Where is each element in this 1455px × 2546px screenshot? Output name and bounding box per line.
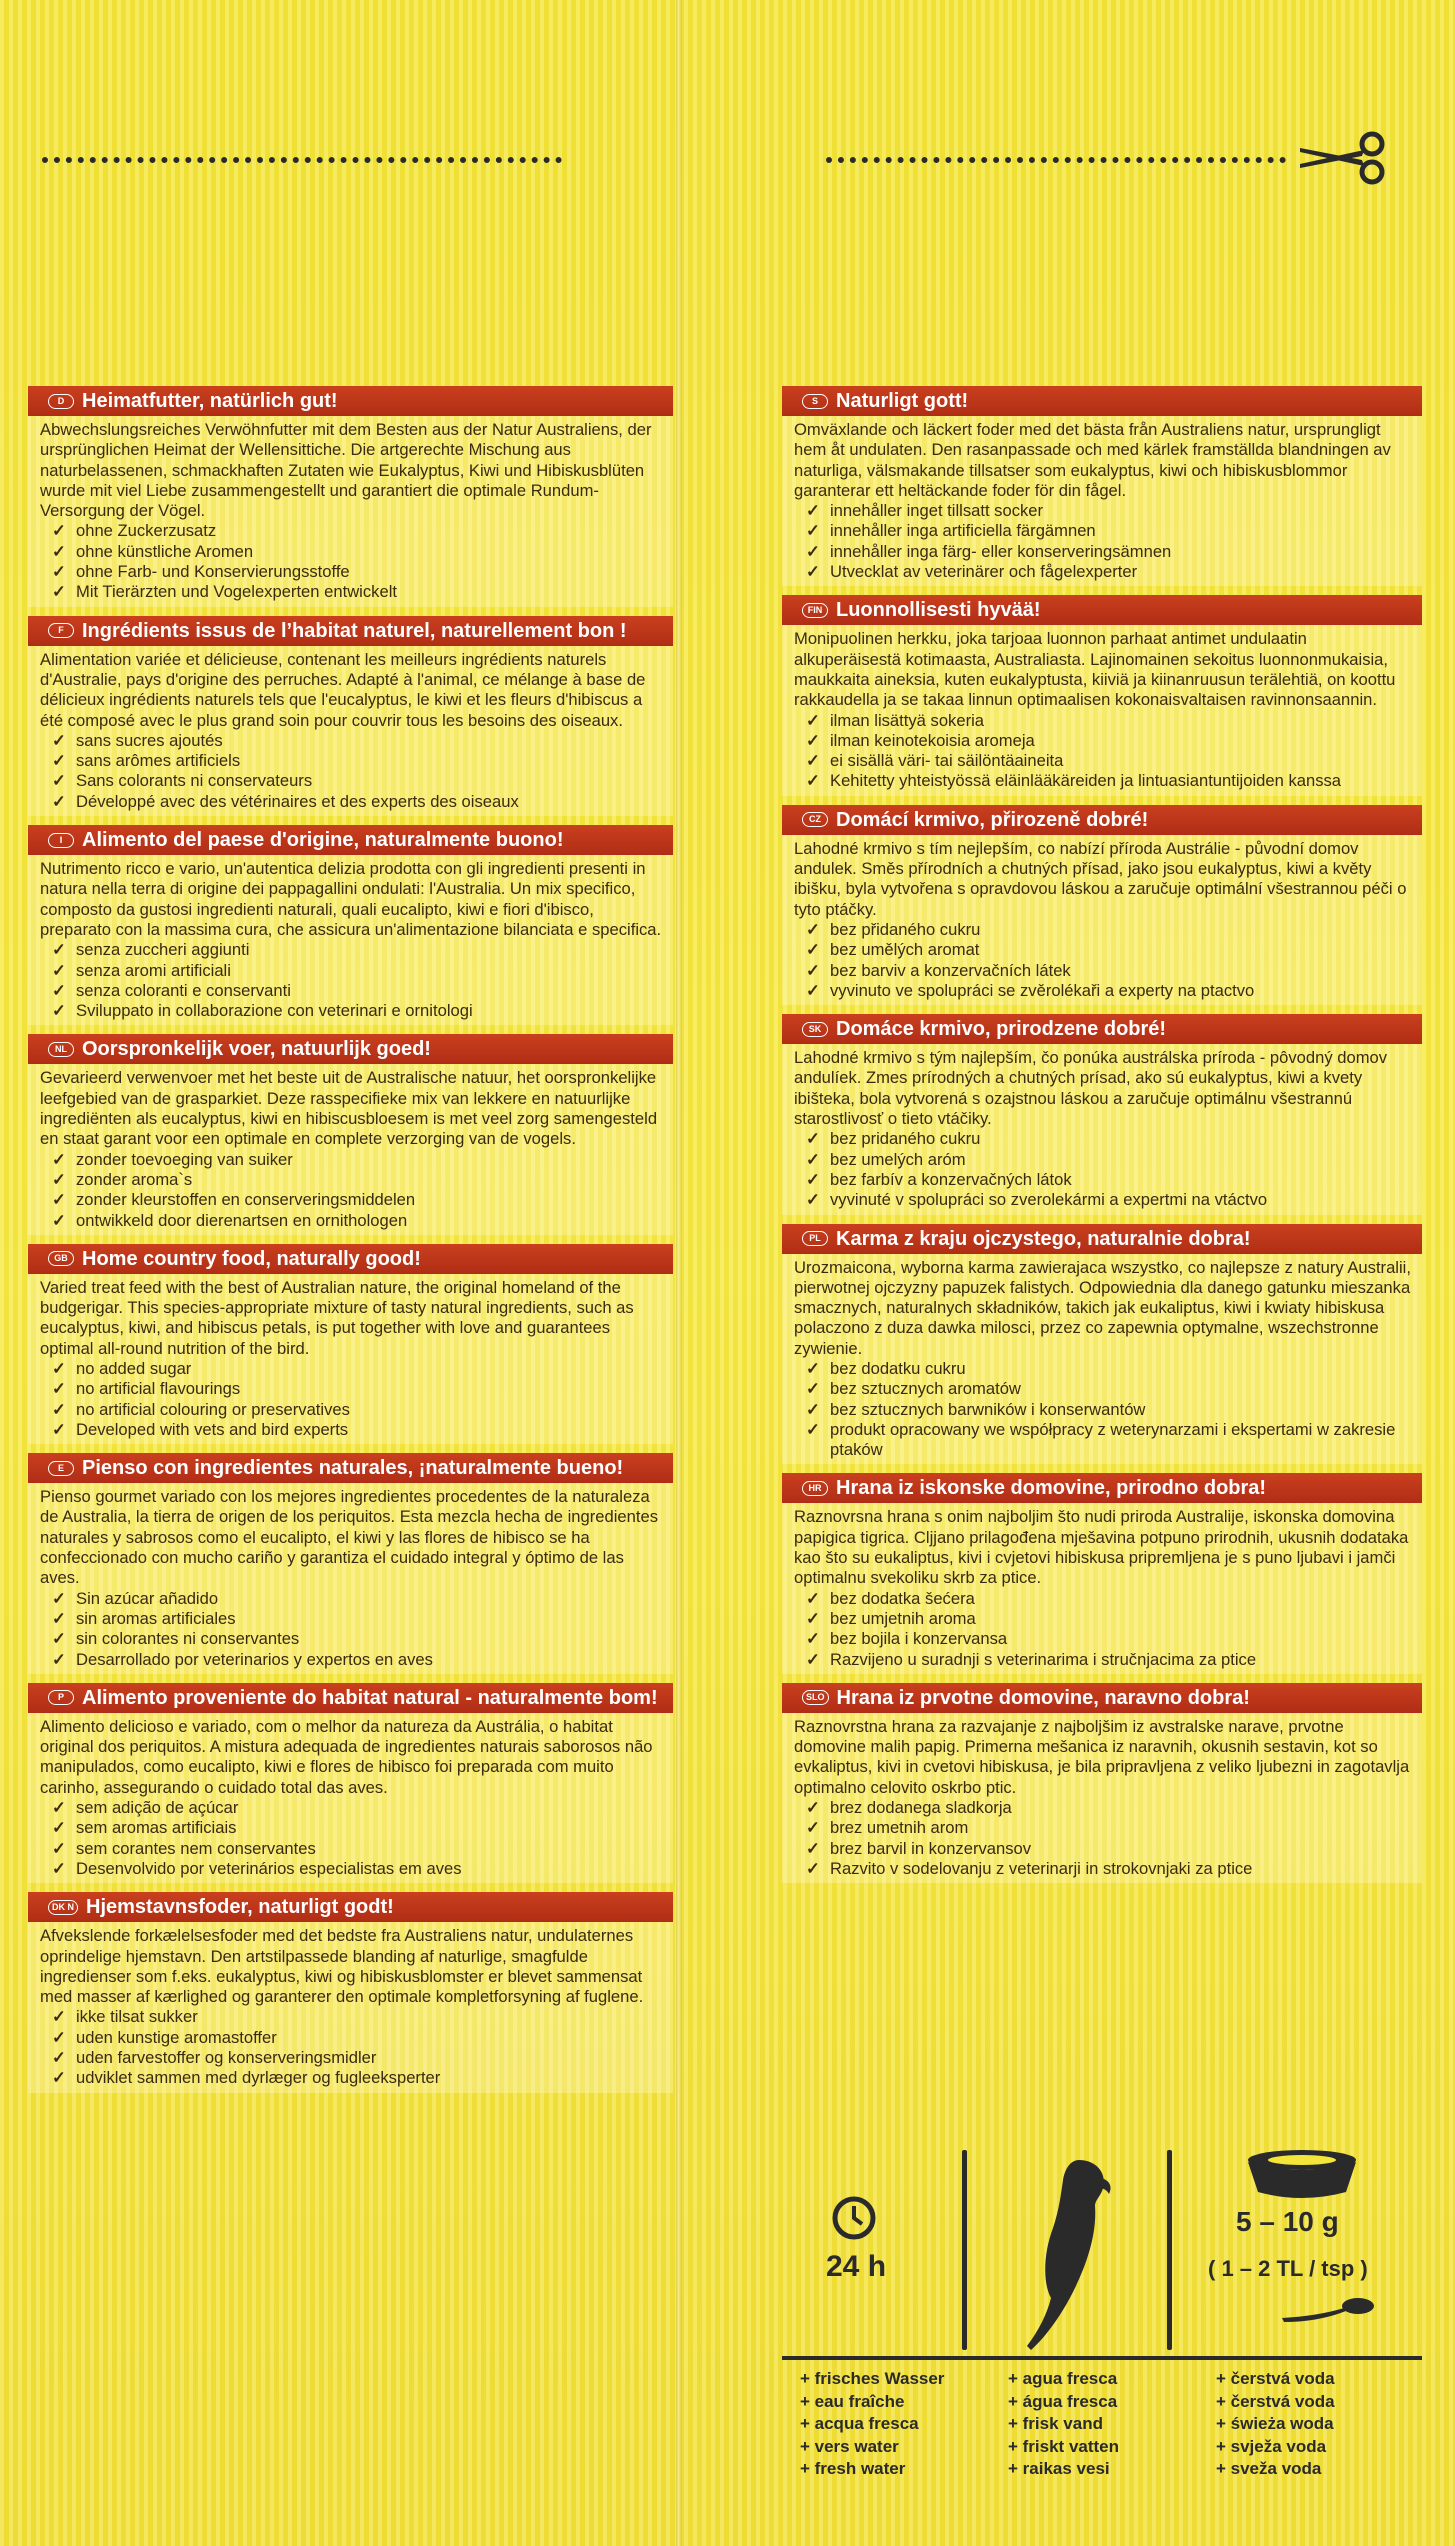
benefit-list	[40, 1589, 663, 1670]
country-badge: SK	[802, 1022, 828, 1037]
section-title: Pienso con ingredientes naturales, ¡naturalmente bueno!	[82, 1457, 624, 1480]
benefit-item: ✓ bez sztucznych aromatów	[806, 1379, 1412, 1399]
benefit-item: ✓ uden farvestoffer og konserveringsmidler	[52, 2048, 663, 2068]
feeding-hours: 24 h	[826, 2250, 887, 2283]
country-badge: DK N	[48, 1900, 78, 1915]
language-section	[28, 1453, 673, 1674]
benefit-item: ✓ ikke tilsat sukker	[52, 2007, 663, 2027]
section-title: Naturligt gott!	[836, 390, 969, 412]
benefit-item: ✓ ilman keinotekoisia aromeja	[806, 731, 1412, 751]
section-text: Varied treat feed with the best of Australian nature, the original homeland of the budgerigar. This species-appropriate mixture of tasty natural ingredients, such as eucalyptus, kiwi, and hibiscus petals, is put together with love and guarantees optimal all-round nutrition of the bird.	[40, 1277, 634, 1358]
benefit-item: ✓ no artificial flavourings	[52, 1379, 663, 1399]
benefit-item: ✓ ohne Zuckerzusatz	[52, 521, 663, 541]
section-body	[28, 1274, 673, 1444]
benefit-item: ✓ Sans colorants ni conservateurs	[52, 771, 663, 791]
water-list-1	[800, 2368, 944, 2481]
benefit-item: ✓ zonder kleurstoffen en conserveringsmiddelen	[52, 1190, 663, 1210]
language-section	[28, 1683, 673, 1883]
water-item: + frisk vand	[1008, 2414, 1103, 2433]
water-item: + sveža voda	[1216, 2459, 1322, 2478]
section-title: Domácí krmivo, přirozeně dobré!	[836, 808, 1149, 831]
section-title: Alimento del paese d'origine, naturalmente buono!	[82, 829, 564, 852]
spoon-icon	[1278, 2294, 1378, 2324]
parakeet-icon	[1017, 2154, 1117, 2354]
section-text: Lahodné krmivo s tým najlepším, čo ponúka austrálska príroda - pôvodný domov andulíek. Zmes prírodných a chutných prísad, ako sú eukalyptus, kiwi a kvety ibišteka, bola vytvorená s ozajstnou láskou a zaručuje optimálnu všestrannú starostlivosť o tieto vtáčiky.	[794, 1048, 1388, 1129]
section-header	[782, 386, 1422, 416]
water-item: + agua fresca	[1008, 2369, 1118, 2388]
benefit-list	[794, 1129, 1412, 1210]
benefit-item: ✓ senza zuccheri aggiunti	[52, 940, 663, 960]
benefit-item: ✓ zonder aroma`s	[52, 1170, 663, 1190]
benefit-list	[794, 501, 1412, 582]
benefit-item: ✓ sans arômes artificiels	[52, 751, 663, 771]
section-text: Urozmaicona, wyborna karma zawierajaca wszystko, co najlepsze z natury Australii, pierwotnej ojczyzny papuzek falistych. Odpowiednia dla danego gatunku mieszanka smacznych, naturalnych składników, takich jak eukaliptus, kiwi i kwiaty hibiskusa polaczono z duza dawka milosci, przez co zapewnia optymalne, wszechstronne zywienie.	[794, 1257, 1411, 1358]
water-item: + świeża woda	[1216, 2414, 1334, 2433]
benefit-item: ✓ brez dodanega sladkorja	[806, 1798, 1412, 1818]
language-section	[28, 1892, 673, 2092]
benefit-item: ✓ no artificial colouring or preservatives	[52, 1400, 663, 1420]
benefit-list	[40, 2007, 663, 2088]
benefit-item: ✓ sans sucres ajoutés	[52, 731, 663, 751]
benefit-list	[40, 940, 663, 1021]
benefit-item: ✓ sin colorantes ni conservantes	[52, 1629, 663, 1649]
benefit-item: ✓ ontwikkeld door dierenartsen en ornithologen	[52, 1211, 663, 1231]
water-item: + acqua fresca	[800, 2414, 919, 2433]
water-item: + čerstvá voda	[1216, 2391, 1335, 2411]
benefit-item: ✓ ilman lisättyä sokeria	[806, 711, 1412, 731]
country-badge: HR	[802, 1481, 828, 1496]
benefit-item: ✓ Razvito v sodelovanju z veterinarji in strokovnjaki za ptice	[806, 1859, 1412, 1879]
benefit-item: ✓ bez barviv a konzervačních látek	[806, 961, 1412, 981]
benefit-item: ✓ bez umelých aróm	[806, 1150, 1412, 1170]
section-title: Heimatfutter, natürlich gut!	[82, 390, 338, 412]
section-body	[28, 646, 673, 816]
section-title: Domáce krmivo, prirodzene dobré!	[836, 1018, 1167, 1041]
language-section	[782, 595, 1422, 795]
benefit-item: ✓ senza coloranti e conservanti	[52, 981, 663, 1001]
benefit-item: ✓ innehåller inga färg- eller konserveringsämnen	[806, 542, 1412, 562]
section-text: Gevarieerd verwenvoer met het beste uit de Australische natuur, het oorspronkelijke leefgebied van de grasparkiet. Deze rasspecifieke mix van lekkere en natuurlijke ingrediënten als eucalyptus, kiwi en hibiscusbloesem is met veel zorg samengesteld en staat garant voor een optimale en complete verzorging van de vogels.	[40, 1068, 658, 1149]
benefit-item: ✓ bez umělých aromat	[806, 940, 1412, 960]
country-badge: NL	[48, 1042, 74, 1057]
benefit-item: ✓ bez sztucznych barwników i konserwantów	[806, 1400, 1412, 1420]
section-title: Oorspronkelijk voer, natuurlijk goed!	[82, 1038, 431, 1061]
benefit-item: ✓ bez farbív a konzervačných látok	[806, 1170, 1412, 1190]
country-badge: GB	[48, 1251, 74, 1266]
section-header	[28, 825, 673, 855]
benefit-item: ✓ bez přidaného cukru	[806, 920, 1412, 940]
water-item: + raikas vesi	[1008, 2459, 1110, 2478]
country-badge: FIN	[802, 603, 828, 618]
water-item: + frisches Wasser	[800, 2369, 945, 2388]
divider	[962, 2150, 967, 2350]
package-fold	[676, 0, 682, 2546]
country-badge: F	[48, 623, 74, 638]
section-body	[28, 416, 673, 607]
benefit-item: ✓ Desarrollado por veterinarios y expertos en aves	[52, 1650, 663, 1670]
language-section	[28, 1034, 673, 1234]
feeding-teaspoons: ( 1 – 2 TL / tsp )	[1208, 2256, 1368, 2281]
section-body	[782, 1503, 1422, 1673]
cut-line-left	[42, 157, 562, 169]
section-text: Abwechslungsreiches Verwöhnfutter mit dem Besten aus der Natur Australiens, der ursprünglichen Heimat der Wellensittiche. Die artgerechte Mischung aus naturbelassenen, schmackhaften Zutaten wie Eukalyptus, Kiwi und Hibiskusblüten wurde mit viel Liebe zusammengestellt und garantiert die optimale Rundum-Versorgung der Vögel.	[40, 420, 652, 521]
section-body	[782, 416, 1422, 586]
section-text: Alimentation variée et délicieuse, contenant les meilleurs ingrédients naturels d'Australie, pays d'origine des perruches. Adapté à l'animal, ce mélange à base de délicieux ingrédients naturels tels que l'eucalyptus, le kiwi et les fleurs d'hibiscus a été composé avec le plus grand soin pour couvrir tous les besoins des oiseaux.	[40, 649, 646, 730]
country-badge: E	[48, 1461, 74, 1476]
country-badge: CZ	[802, 812, 828, 827]
section-text: Omväxlande och läckert foder med det bästa från Australiens natur, ursprungligt hem åt undulaten. Den rasanpassade och med kärlek framställda blandningen av naturliga, välsmakande tillsatser som eukalyptus, kiwi och hibiskusblommor garanterar ett heltäckande foder för din fågel.	[794, 420, 1391, 500]
benefit-item: ✓ bez umjetnih aroma	[806, 1609, 1412, 1629]
benefit-item: ✓ vyvinuté v spolupráci so zverolekármi a expertmi na vtáctvo	[806, 1190, 1412, 1210]
water-item: + fresh water	[800, 2459, 906, 2478]
section-header	[28, 616, 673, 646]
section-header	[28, 386, 673, 416]
water-item: + svježa voda	[1216, 2436, 1327, 2456]
section-body	[782, 1044, 1422, 1214]
benefit-item: ✓ bez pridaného cukru	[806, 1129, 1412, 1149]
section-body	[28, 1922, 673, 2092]
language-section	[28, 1244, 673, 1444]
section-header	[28, 1453, 673, 1483]
section-body	[28, 1713, 673, 1883]
section-header	[28, 1683, 673, 1713]
language-section	[28, 386, 673, 607]
benefit-list	[40, 521, 663, 602]
section-header	[28, 1244, 673, 1274]
benefit-item: ✓ udviklet sammen med dyrlæger og fugleeksperter	[52, 2068, 663, 2088]
section-text: Lahodné krmivo s tím nejlepším, co nabízí příroda Austrálie - původní domov andulek. Směs přírodních a chutných přísad, jako jsou eukalyptus, kiwi a květy ibišku, byla vytvořena s opravdovou láskou a zaručuje optimální všestrannou péči o tyto ptáčky.	[794, 838, 1407, 919]
clock-icon	[832, 2196, 876, 2240]
country-badge: S	[802, 394, 828, 409]
benefit-item: ✓ vyvinuto ve spolupráci se zvěrolékaři a experty na ptactvo	[806, 981, 1412, 1001]
language-section	[782, 1224, 1422, 1465]
section-header	[28, 1034, 673, 1064]
water-item: + vers water	[800, 2436, 899, 2456]
benefit-item: ✓ innehåller inget tillsatt socker	[806, 501, 1412, 521]
language-section	[782, 1683, 1422, 1883]
benefit-list	[794, 711, 1412, 792]
feeding-icons	[782, 2138, 1422, 2358]
benefit-list	[794, 1359, 1412, 1460]
language-section	[28, 616, 673, 816]
section-body	[782, 1713, 1422, 1883]
section-body	[782, 1254, 1422, 1465]
benefit-item: ✓ uden kunstige aromastoffer	[52, 2028, 663, 2048]
cut-line-right	[826, 157, 1286, 169]
water-list-3	[1216, 2368, 1335, 2481]
benefit-item: ✓ Sviluppato in collaborazione con veterinari e ornitologi	[52, 1001, 663, 1021]
section-header	[782, 805, 1422, 835]
benefit-list	[40, 1359, 663, 1440]
section-body	[782, 625, 1422, 795]
right-column	[782, 386, 1422, 1892]
benefit-list	[40, 731, 663, 812]
language-section	[782, 1473, 1422, 1673]
section-title: Hjemstavnsfoder, naturligt godt!	[86, 1896, 394, 1919]
section-header	[782, 595, 1422, 625]
section-title: Luonnollisesti hyvää!	[836, 599, 1041, 622]
benefit-item: ✓ ohne Farb- und Konservierungsstoffe	[52, 562, 663, 582]
country-badge: SLO	[802, 1690, 829, 1705]
benefit-item: ✓ Developed with vets and bird experts	[52, 1420, 663, 1440]
section-text: Monipuolinen herkku, joka tarjoaa luonnon parhaat antimet undulaatin alkuperäisestä kotimaasta, Australiasta. Lajinomainen sekoitus luonnonmukaisia, maukkaita aineksia, kuten eukalyptusta, kiiviä ja kiinanruusun terälehtiä, on koottu rakkaudella ja se takaa linnun optimaalisen kokonaisvaltaisen ravinnonsaannin.	[794, 629, 1396, 710]
benefit-item: ✓ no added sugar	[52, 1359, 663, 1379]
water-list-2	[1008, 2368, 1119, 2481]
benefit-item: ✓ bez dodatka šećera	[806, 1589, 1412, 1609]
benefit-list	[794, 920, 1412, 1001]
benefit-item: ✓ brez umetnih arom	[806, 1818, 1412, 1838]
language-section	[782, 386, 1422, 586]
benefit-item: ✓ bez dodatku cukru	[806, 1359, 1412, 1379]
section-header	[782, 1224, 1422, 1254]
section-header	[782, 1473, 1422, 1503]
benefit-item: ✓ brez barvil in konzervansov	[806, 1839, 1412, 1859]
section-text: Alimento delicioso e variado, com o melhor da natureza da Austrália, o habitat original dos periquitos. A mistura adequada de ingredientes naturais saborosos não manipulados, como eucalipto, kiwi e flores de hibisco foi preparada com muito carinho, assegurando o cuidado total das aves.	[40, 1716, 653, 1797]
benefit-item: ✓ ei sisällä väri- tai säilöntäaineita	[806, 751, 1412, 771]
section-body	[782, 835, 1422, 1005]
benefit-item: ✓ Sin azúcar añadido	[52, 1589, 663, 1609]
section-title: Hrana iz iskonske domovine, prirodno dobra!	[836, 1477, 1267, 1500]
language-section	[28, 825, 673, 1025]
section-header	[782, 1014, 1422, 1044]
benefit-item: ✓ innehåller inga artificiella färgämnen	[806, 521, 1412, 541]
benefit-item: ✓ bez bojila i konzervansa	[806, 1629, 1412, 1649]
benefit-item: ✓ sin aromas artificiales	[52, 1609, 663, 1629]
benefit-list	[794, 1589, 1412, 1670]
section-title: Hrana iz prvotne domovine, naravno dobra!	[836, 1686, 1250, 1709]
benefit-list	[40, 1798, 663, 1879]
section-text: Afvekslende forkælelsesfoder med det bedste fra Australiens natur, undulaternes oprindelige hjemstavn. Den artstilpassede blanding af naturlige, smagfulde ingredienser som f.eks. eukalyptus, kiwi og hibiskusblomster er blevet sammensat med masser af kærlighed og garanterer den optimale kompletforsyning af fuglene.	[40, 1926, 644, 2007]
section-title: Home country food, naturally good!	[82, 1247, 421, 1270]
section-text: Raznovrsna hrana s onim najboljim što nudi priroda Australije, iskonska domovina papigica tigrica. Cljjano prilagođena mješavina potpuno prirodnih, ukusnih dodataka kao što su eukaliptus, kivi i cvjetovi hibiskusa pripremljena je s puno ljubavi i jamči optimalnu svekoliku skrb za ptice.	[794, 1507, 1409, 1588]
benefit-item: ✓ Développé avec des vétérinaires et des experts des oiseaux	[52, 792, 663, 812]
benefit-item: ✓ senza aromi artificiali	[52, 961, 663, 981]
benefit-item: ✓ Desenvolvido por veterinários especialistas em aves	[52, 1859, 663, 1879]
water-item: + eau fraîche	[800, 2391, 905, 2411]
scissors-icon	[1296, 130, 1388, 186]
divider	[1167, 2150, 1172, 2350]
section-text: Pienso gourmet variado con los mejores ingredientes procedentes de la naturaleza de Australia, la tierra de origen de los periquitos. Esta mezcla hecha de ingredientes naturales y sabrosos como el eucalipto, el kiwi y las flores de hibisco se ha confeccionado con mucho cariño y garantiza el cuidado integral y óptimo de las aves.	[40, 1487, 659, 1588]
benefit-list	[40, 1150, 663, 1231]
section-title: Ingrédients issus de l’habitat naturel, naturellement bon !	[82, 619, 627, 642]
benefit-item: ✓ Mit Tierärzten und Vogelexperten entwickelt	[52, 582, 663, 602]
left-column	[28, 386, 673, 2102]
benefit-item: ✓ sem aromas artificiais	[52, 1818, 663, 1838]
water-item: + čerstvá voda	[1216, 2369, 1335, 2388]
country-badge: P	[48, 1690, 74, 1705]
language-section	[782, 805, 1422, 1005]
section-body	[28, 1064, 673, 1234]
water-item: + água fresca	[1008, 2391, 1118, 2411]
bowl-icon	[1242, 2148, 1362, 2200]
section-title: Alimento proveniente do habitat natural - naturalmente bom!	[82, 1686, 658, 1709]
country-badge: I	[48, 833, 74, 848]
benefit-item: ✓ Kehitetty yhteistyössä eläinlääkäreiden ja lintuasiantuntijoiden kanssa	[806, 771, 1412, 791]
benefit-item: ✓ Utvecklat av veterinärer och fågelexperter	[806, 562, 1412, 582]
section-title: Karma z kraju ojczystego, naturalnie dobra!	[836, 1227, 1251, 1250]
country-badge: PL	[802, 1231, 828, 1246]
divider	[782, 2356, 1422, 2360]
country-badge: D	[48, 394, 74, 409]
section-text: Raznovrstna hrana za razvajanje z najboljšim iz avstralske narave, prvotne domovine malih papig. Primerna mešanica iz naravnih, okusnih sestavin, kot so evkaliptus, kivi in cvetovi hibiskusa, je bila pripravljena z veliko ljubezni in zagotavlja optimalno celovito oskrbo ptic.	[794, 1716, 1410, 1797]
section-header	[782, 1683, 1422, 1713]
benefit-item: ✓ zonder toevoeging van suiker	[52, 1150, 663, 1170]
feeding-info	[782, 2130, 1422, 2478]
section-body	[28, 1483, 673, 1674]
water-item: + friskt vatten	[1008, 2436, 1120, 2456]
benefit-item: ✓ sem corantes nem conservantes	[52, 1839, 663, 1859]
benefit-item: ✓ Razvijeno u suradnji s veterinarima i stručnjacima za ptice	[806, 1650, 1412, 1670]
benefit-list	[794, 1798, 1412, 1879]
benefit-item: ✓ ohne künstliche Aromen	[52, 542, 663, 562]
benefit-item: ✓ sem adição de açúcar	[52, 1798, 663, 1818]
feeding-grams: 5 – 10 g	[1236, 2206, 1339, 2237]
section-header	[28, 1892, 673, 1922]
section-text: Nutrimento ricco e vario, un'autentica delizia prodotta con gli ingredienti presenti in natura nella terra di origine dei pappagallini ondulati: l'Australia. Un mix specifico, composto da gustosi ingredienti naturali, quali eucalipto, kiwi e fiori d'ibisco, preparato con la massima cura, che assicura un'alimentazione bilanciata e specifica.	[40, 859, 662, 939]
language-section	[782, 1014, 1422, 1214]
benefit-item: ✓ produkt opracowany we współpracy z weterynarzami i ekspertami w zakresie ptaków	[806, 1420, 1412, 1461]
section-body	[28, 855, 673, 1025]
